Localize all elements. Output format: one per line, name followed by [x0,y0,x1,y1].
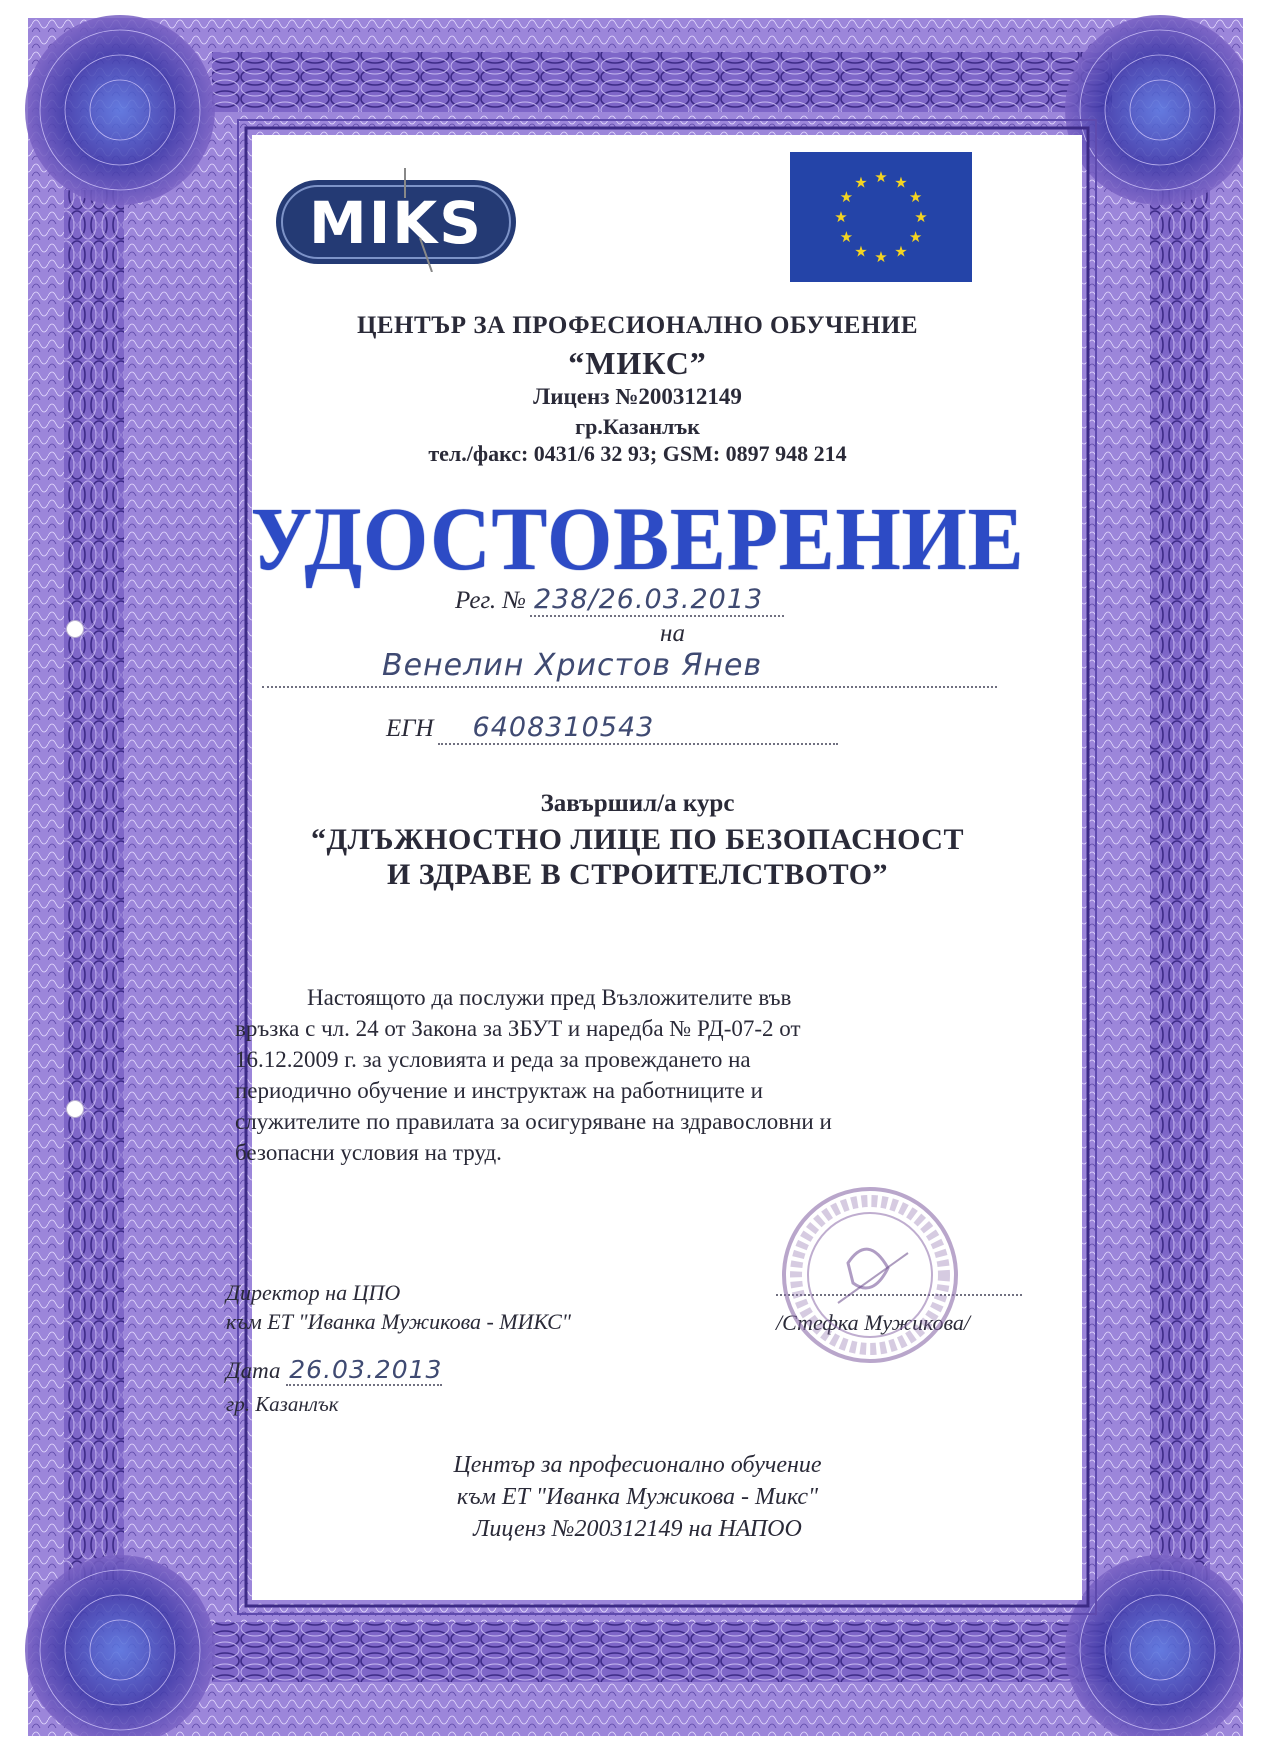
registration-label: Рег. № [455,587,526,614]
registration-row [455,584,784,617]
eu-star-icon: ★ [894,175,908,192]
eu-star-icon: ★ [839,230,854,246]
eu-star-icon: ★ [874,170,888,186]
eu-star-icon: ★ [908,190,923,206]
signatory-role-line2: към ЕТ "Иванка Мужикова - МИКС" [226,1309,571,1334]
recipient-name-line [262,650,997,688]
org-name: ЦЕНТЪР ЗА ПРОФЕСИОНАЛНО ОБУЧЕНИЕ [356,312,919,339]
org-short-name: “МИКС” [568,345,707,381]
eu-star-icon: ★ [854,175,868,192]
signatory-role [226,1278,571,1336]
paragraph-line: 16.12.2009 г. за условията и реда за провеждането на [235,1047,751,1072]
certificate-title: УДОСТОВЕРЕНИЕ [250,490,1025,589]
egn-row [386,712,838,745]
date-row [226,1355,442,1386]
eu-star-icon: ★ [914,210,928,226]
date-value: 26.03.2013 [286,1355,442,1386]
recipient-name: Венелин Христов Янев [382,648,763,683]
footer-line2: към ЕТ "Иванка Мужикова - Микс" [456,1484,819,1510]
footer-line3: Лиценз №200312149 на НАПОО [473,1516,802,1542]
registration-value: 238/26.03.2013 [530,584,784,617]
signatory-name: /Стефка Мужикова/ [776,1310,971,1335]
recipient-preposition: на [660,620,685,647]
date-label: Дата [226,1358,281,1383]
eu-flag-icon [790,152,972,282]
paragraph-line: периодично обучение и инструктаж на работниците и [235,1078,763,1103]
signatory-city: гр. Казанлък [226,1392,339,1416]
course-intro: Завършил/а курс [540,790,735,817]
miks-logo [272,168,520,272]
punch-hole [66,1100,84,1118]
eu-star-icon: ★ [834,210,848,226]
org-city: гр.Казанлък [575,414,700,439]
eu-star-icon: ★ [894,244,908,261]
body-paragraph [235,982,1055,1168]
footer-line1: Център за професионално обучение [453,1452,822,1478]
eu-star-icon: ★ [908,230,923,246]
egn-label: ЕГН [386,715,434,742]
course-title-line1: “ДЛЪЖНОСТНО ЛИЦЕ ПО БЕЗОПАСНОСТ [311,823,964,856]
eu-star-icon: ★ [854,244,868,261]
paragraph-line: служителите по правилата за осигуряване на здравословни и [235,1109,832,1134]
signatory-role-line1: Директор на ЦПО [226,1280,401,1305]
license-number: Лиценз №200312149 [533,384,742,409]
paragraph-line: връзка с чл. 24 от Закона за ЗБУТ и наредба № РД-07-2 от [235,1016,801,1041]
eu-star-icon: ★ [874,250,888,266]
egn-value: 6408310543 [438,712,838,745]
stamp-seal [778,1183,963,1368]
course-title-line2: И ЗДРАВЕ В СТРОИТЕЛСТВОТО” [386,858,889,891]
contacts: тел./факс: 0431/6 32 93; GSM: 0897 948 214 [428,441,847,466]
paragraph-line: безопасни условия на труд. [235,1140,502,1165]
eu-star-icon: ★ [839,190,854,206]
logo-text: MIKS [308,189,484,257]
paragraph-line: Настоящото да послужи пред Възложителите във [307,985,792,1010]
